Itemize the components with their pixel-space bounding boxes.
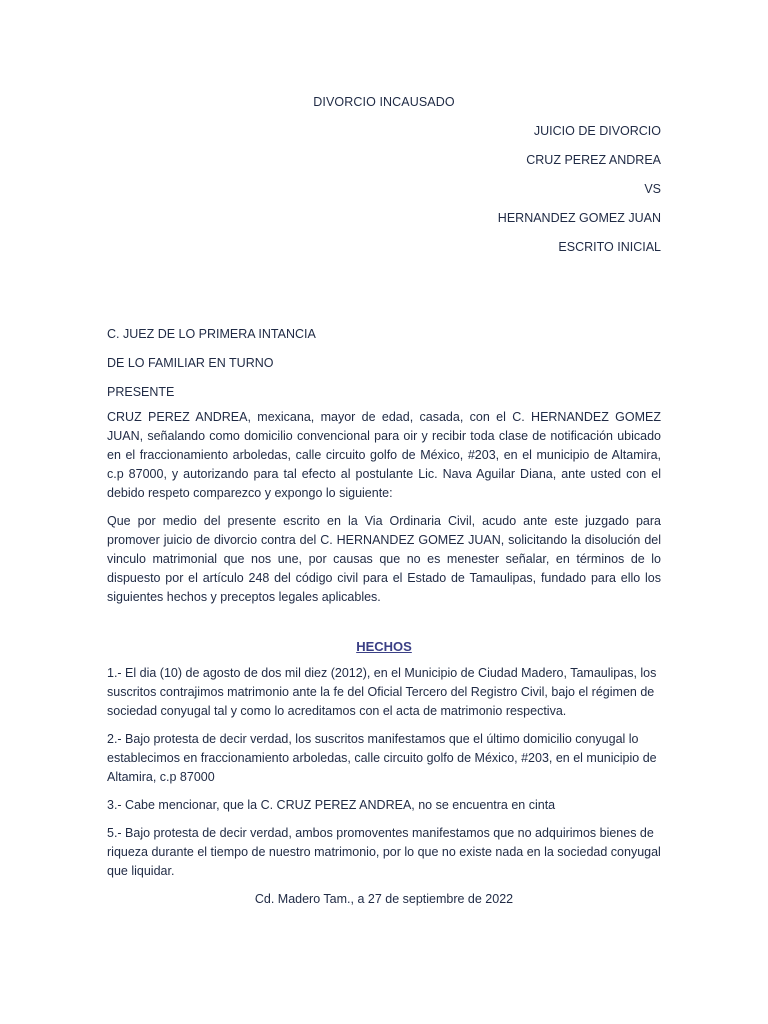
document-title: DIVORCIO INCAUSADO <box>313 95 455 109</box>
addressee-line-3: PRESENTE <box>107 385 175 399</box>
intro-paragraph: CRUZ PEREZ ANDREA, mexicana, mayor de edad, casada, con el C. HERNANDEZ GOMEZ JUAN, señalando como domicilio convencional para oir y recibir toda clase de notificación ubicado en el fraccionamiento arboledas, calle circuito golfo de México, #203, en el municipio de Altamira, c.p 87000, y autorizando para tal efecto al postulante Lic. Nava Aguilar Diana, ante usted con el debido respeto comparezco y expongo lo siguiente: <box>107 410 661 500</box>
addressee-line-2: DE LO FAMILIAR EN TURNO <box>107 356 274 370</box>
place-date-line: Cd. Madero Tam., a 27 de septiembre de 2022 <box>254 892 514 906</box>
request-paragraph: Que por medio del presente escrito en la Via Ordinaria Civil, acudo ante este juzgado para promover juicio de divorcio contra del C. HERNANDEZ GOMEZ JUAN, solicitando la disolución del vinculo matrimonial que nos une, por causas que no es menester señalar, en términos de lo dispuesto por el artículo 248 del código civil para el Estado de Tamaulipas, fundado para ello los siguientes hechos y preceptos legales aplicables. <box>107 514 661 604</box>
hecho-item-2: 2.- Bajo protesta de decir verdad, los suscritos manifestamos que el último domicilio conyugal lo establecimos en fraccionamiento arboledas, calle circuito golfo de México, #203, en el municipio de Altamira, c.p 87000 <box>107 732 657 784</box>
case-header <box>498 122 661 267</box>
hechos-heading: HECHOS <box>356 639 412 654</box>
hecho-item-3: 3.- Cabe mencionar, que la C. CRUZ PEREZ ANDREA, no se encuentra en cinta <box>107 798 556 812</box>
addressee-line-1: C. JUEZ DE LO PRIMERA INTANCIA <box>107 327 316 341</box>
hecho-item-5: 5.- Bajo protesta de decir verdad, ambos promoventes manifestamos que no adquirimos bienes de riqueza durante el tiempo de nuestro matrimonio, por lo que no existe nada en la sociedad conyugal que liquidar. <box>107 826 661 878</box>
document-body <box>107 325 661 909</box>
versus-label: VS <box>644 182 661 196</box>
defendant-name: HERNANDEZ GOMEZ JUAN <box>497 211 661 225</box>
plaintiff-name: CRUZ PEREZ ANDREA <box>526 153 661 167</box>
hecho-item-1: 1.- El dia (10) de agosto de dos mil diez (2012), en el Municipio de Ciudad Madero, Tamaulipas, los suscritos contrajimos matrimonio ante la fe del Oficial Tercero del Registro Civil, bajo el régimen de sociedad conyugal tal y como lo acreditamos con el acta de matrimonio respectiva. <box>107 666 657 718</box>
document-type: ESCRITO INICIAL <box>558 240 661 254</box>
case-type: JUICIO DE DIVORCIO <box>533 124 661 138</box>
